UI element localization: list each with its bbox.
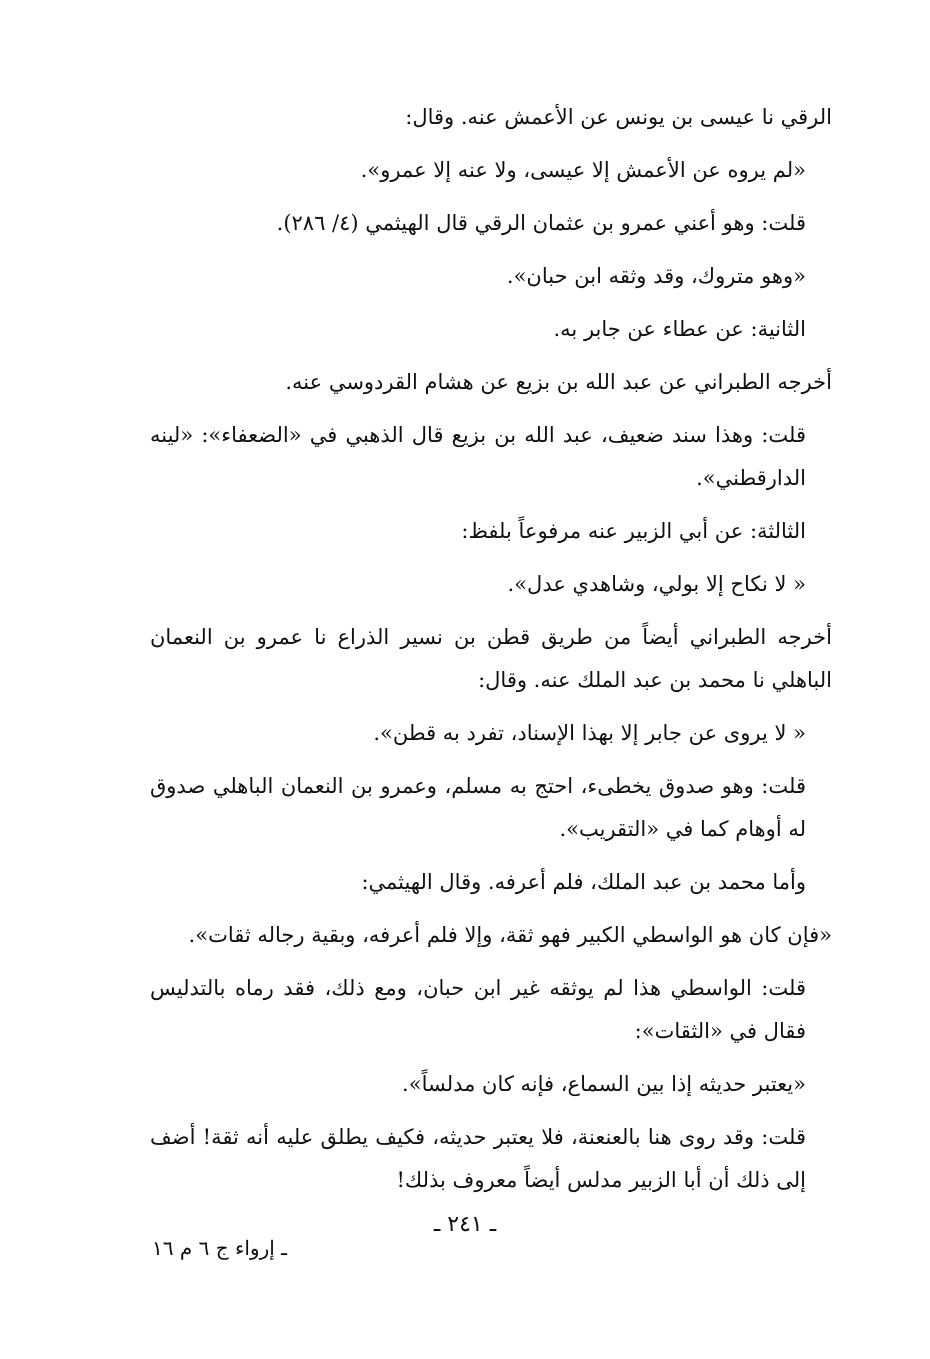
body-text — [150, 96, 832, 1212]
paragraph: قلت: وقد روى هنا بالعنعنة، فلا يعتبر حديثه، فكيف يطلق عليه أنه ثقة! أضف إلى ذلك أن أبا الزبير مدلس أيضاً معروف بذلك! — [150, 1125, 806, 1192]
paragraph: « لا يروى عن جابر إلا بهذا الإسناد، تفرد به قطن». — [373, 721, 806, 745]
paragraph: «وهو متروك، وقد وثقه ابن حبان». — [506, 264, 806, 288]
paragraph: قلت: الواسطي هذا لم يوثقه غير ابن حبان، ومع ذلك، فقد رماه بالتدليس فقال في «الثقات»: — [150, 976, 806, 1043]
paragraph: « لا نكاح إلا بولي، وشاهدي عدل». — [507, 572, 806, 596]
paragraph: «فإن كان هو الواسطي الكبير فهو ثقة، وإلا فلم أعرفه، وبقية رجاله ثقات». — [188, 923, 832, 947]
paragraph: الرقي نا عيسى بن يونس عن الأعمش عنه. وقال: — [405, 105, 832, 129]
paragraph: قلت: وهو أعني عمرو بن عثمان الرقي قال الهيثمي (٤/ ٢٨٦). — [276, 211, 806, 235]
paragraph: الثانية: عن عطاء عن جابر به. — [553, 317, 806, 341]
paragraph: أخرجه الطبراني عن عبد الله بن بزيع عن هشام القردوسي عنه. — [285, 370, 832, 394]
page-number: ـ ٢٤١ ـ — [433, 1212, 497, 1237]
paragraph: وأما محمد بن عبد الملك، فلم أعرفه. وقال الهيثمي: — [361, 870, 806, 894]
paragraph: الثالثة: عن أبي الزبير عنه مرفوعاً بلفظ: — [461, 519, 806, 543]
paragraph: قلت: وهو صدوق يخطىء، احتج به مسلم، وعمرو بن النعمان الباهلي صدوق له أوهام كما في «التقريب». — [150, 774, 806, 841]
paragraph: «يعتبر حديثه إذا بين السماع، فإنه كان مدلساً». — [402, 1072, 806, 1096]
paragraph: «لم يروه عن الأعمش إلا عيسى، ولا عنه إلا عمرو». — [360, 158, 806, 182]
signature-mark: ـ إرواء ج ٦ م ١٦ — [152, 1236, 288, 1260]
paragraph: أخرجه الطبراني أيضاً من طريق قطن بن نسير الذراع نا عمرو بن النعمان الباهلي نا محمد بن عبد الملك عنه. وقال: — [150, 625, 832, 692]
paragraph: قلت: وهذا سند ضعيف، عبد الله بن بزيع قال الذهبي في «الضعفاء»: «لينه الدارقطني». — [150, 423, 806, 490]
